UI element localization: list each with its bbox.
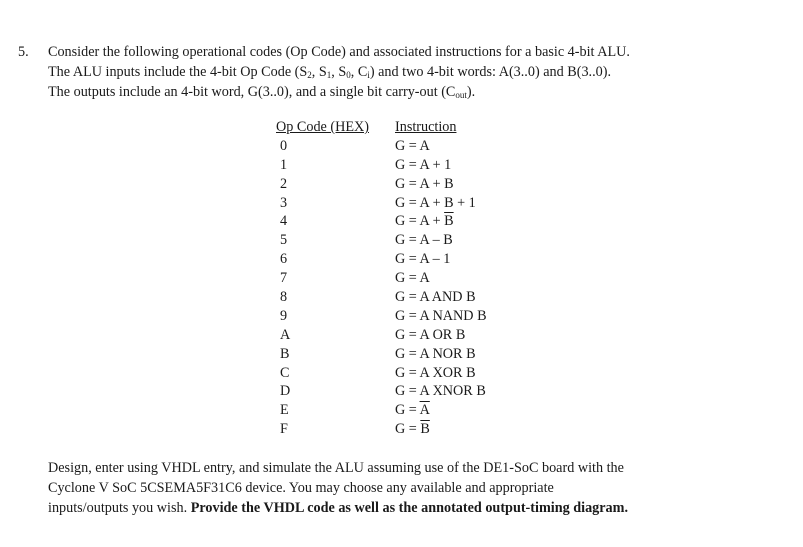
instruction-text: G = A + — [395, 213, 445, 230]
closing-text: inputs/outputs you wish. — [48, 500, 191, 516]
instruction-cell: G = A AND B — [395, 289, 476, 306]
table-row — [276, 364, 536, 383]
instruction-cell: G = A NOR B — [395, 345, 476, 362]
question-intro — [48, 42, 788, 102]
table-row — [276, 326, 536, 345]
instruction-cell: G = A + 1 — [395, 156, 452, 173]
intro-text: , S — [311, 64, 327, 80]
subscript: 1 — [326, 70, 332, 80]
intro-text: , S — [331, 64, 347, 80]
instruction-cell — [395, 212, 536, 231]
complement-operand: $\overline{B}$ — [420, 421, 430, 438]
instruction-cell: G = A OR B — [395, 326, 466, 343]
opcode-cell: 1 — [280, 156, 288, 173]
subscript: 2 — [307, 70, 312, 80]
instruction-cell: G = A XNOR B — [395, 383, 486, 400]
table-row — [276, 156, 536, 175]
table-row — [276, 231, 536, 250]
intro-text: ) and two 4-bit words: A(3..0) and B(3..0). — [369, 64, 611, 80]
closing-line-3 — [48, 498, 788, 518]
instruction-cell: G = A + B + 1 — [395, 194, 476, 211]
header-opcode: Op Code (HEX) — [276, 119, 369, 135]
question-closing — [48, 458, 788, 518]
subscript: out — [455, 90, 467, 100]
opcode-cell: 7 — [280, 270, 288, 287]
table-row — [276, 212, 536, 231]
opcode-cell: 2 — [280, 175, 288, 192]
closing-line-2: Cyclone V SoC 5CSEMA5F31C6 device. You may choose any available and appropriate — [48, 480, 554, 496]
opcode-cell: F — [280, 421, 288, 438]
opcode-cell: E — [280, 402, 289, 419]
table-row — [276, 175, 536, 194]
opcode-cell: 8 — [280, 289, 288, 306]
table-row — [276, 250, 536, 269]
instruction-cell: G = A + B — [395, 175, 454, 192]
opcode-cell: 9 — [280, 307, 288, 324]
table-row — [276, 194, 536, 213]
instruction-cell: G = A NAND B — [395, 307, 487, 324]
opcode-cell: 6 — [280, 251, 288, 268]
complement-operand: $\overline{A}$ — [419, 402, 430, 419]
instruction-text: G = — [395, 402, 420, 419]
instruction-cell: G = A – B — [395, 232, 453, 249]
intro-line-1: Consider the following operational codes (Op Code) and associated instructions for a basic 4-bit ALU. — [48, 44, 630, 60]
intro-line-3 — [48, 82, 788, 102]
instruction-cell: G = A — [395, 270, 430, 287]
intro-text: The ALU inputs include the 4-bit Op Code (S — [48, 64, 308, 80]
instruction-cell: G = A – 1 — [395, 251, 451, 268]
instruction-cell — [395, 401, 536, 420]
table-row — [276, 137, 536, 156]
table-row — [276, 420, 536, 439]
table-row — [276, 401, 536, 420]
instruction-cell — [395, 420, 536, 439]
subscript: i — [367, 70, 370, 80]
instruction-cell: G = A XOR B — [395, 364, 476, 381]
opcode-cell: 0 — [280, 137, 288, 154]
intro-line-2 — [48, 62, 788, 82]
table-row — [276, 269, 536, 288]
opcode-cell: B — [280, 345, 290, 362]
table-row — [276, 345, 536, 364]
intro-text: , C — [350, 64, 368, 80]
question-number: 5. — [18, 44, 29, 60]
header-instruction: Instruction — [395, 119, 457, 135]
opcode-cell: C — [280, 364, 290, 381]
opcode-cell: A — [280, 326, 291, 343]
closing-line-1: Design, enter using VHDL entry, and simulate the ALU assuming use of the DE1-SoC board with the — [48, 460, 624, 476]
table-body — [276, 137, 536, 439]
opcode-cell: 5 — [280, 232, 288, 249]
closing-bold-text: Provide the VHDL code as well as the annotated output-timing diagram. — [190, 500, 629, 516]
intro-text: ). — [466, 84, 476, 100]
subscript: 0 — [346, 70, 351, 80]
table-row — [276, 307, 536, 326]
opcode-cell: 3 — [280, 194, 288, 211]
opcode-cell: D — [280, 383, 291, 400]
table-row — [276, 382, 536, 401]
instruction-cell: G = A — [395, 137, 430, 154]
instruction-text: G = — [395, 421, 421, 438]
table-header — [276, 118, 536, 137]
intro-text: The outputs include an 4-bit word, G(3..0), and a single bit carry-out (C — [48, 84, 456, 100]
complement-operand: $\overline{B}$ — [444, 213, 454, 230]
opcode-table — [276, 118, 536, 439]
table-row — [276, 288, 536, 307]
opcode-cell: 4 — [280, 213, 288, 230]
